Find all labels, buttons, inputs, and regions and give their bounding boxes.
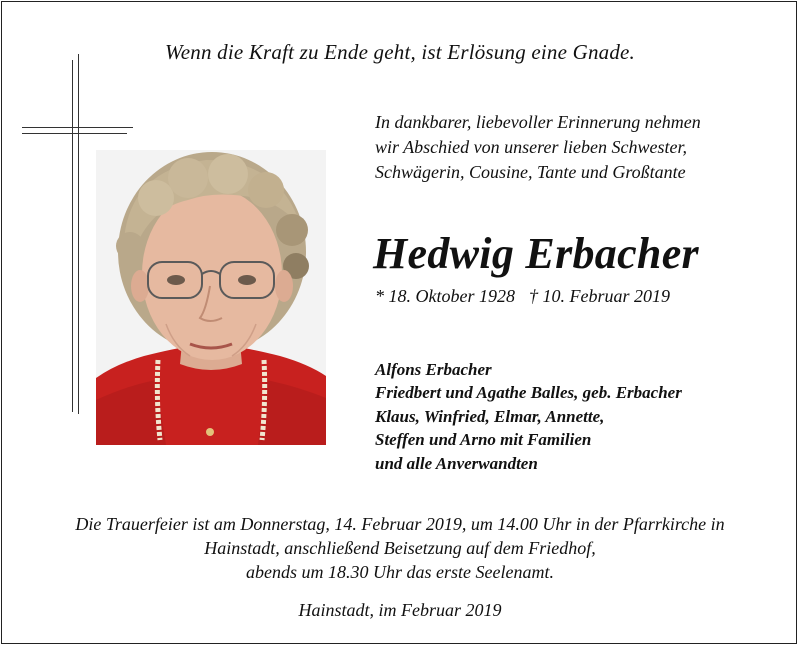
mourners-list <box>375 358 682 475</box>
motto: Wenn die Kraft zu Ende geht, ist Erlösung eine Gnade. <box>164 40 636 64</box>
mourner-line: Steffen und Arno mit Familien <box>375 430 592 450</box>
deceased-name: Hedwig Erbacher <box>373 229 699 278</box>
place-and-date: Hainstadt, im Februar 2019 <box>298 600 502 620</box>
life-dates <box>375 286 670 307</box>
portrait-illustration <box>96 150 326 445</box>
death-date: † 10. Februar 2019 <box>528 286 670 306</box>
intro-line: Schwägerin, Cousine, Tante und Großtante <box>375 162 686 182</box>
funeral-line: Hainstadt, anschließend Beisetzung auf dem Friedhof, <box>204 538 596 558</box>
intro-text <box>375 110 775 185</box>
funeral-line: Die Trauerfeier ist am Donnerstag, 14. Februar 2019, um 14.00 Uhr in der Pfarrkirche in <box>75 514 725 534</box>
funeral-details <box>0 512 800 584</box>
birth-date: * 18. Oktober 1928 <box>375 286 515 306</box>
intro-line: In dankbarer, liebevoller Erinnerung nehmen <box>375 112 701 132</box>
portrait-photo <box>96 150 326 445</box>
cross-horizontal-line-top <box>22 127 133 128</box>
intro-line: wir Abschied von unserer lieben Schwester, <box>375 137 687 157</box>
cross-horizontal-line-bottom <box>22 133 127 134</box>
mourner-line: Friedbert und Agathe Balles, geb. Erbacher <box>375 383 682 403</box>
funeral-line: abends um 18.30 Uhr das erste Seelenamt. <box>246 562 554 582</box>
cross-vertical-line-right <box>78 54 79 414</box>
mourner-line: Klaus, Winfried, Elmar, Annette, <box>375 406 605 426</box>
mourner-line: und alle Anverwandten <box>375 453 538 473</box>
cross-vertical-line-left <box>72 60 73 412</box>
mourner-line: Alfons Erbacher <box>375 360 492 379</box>
